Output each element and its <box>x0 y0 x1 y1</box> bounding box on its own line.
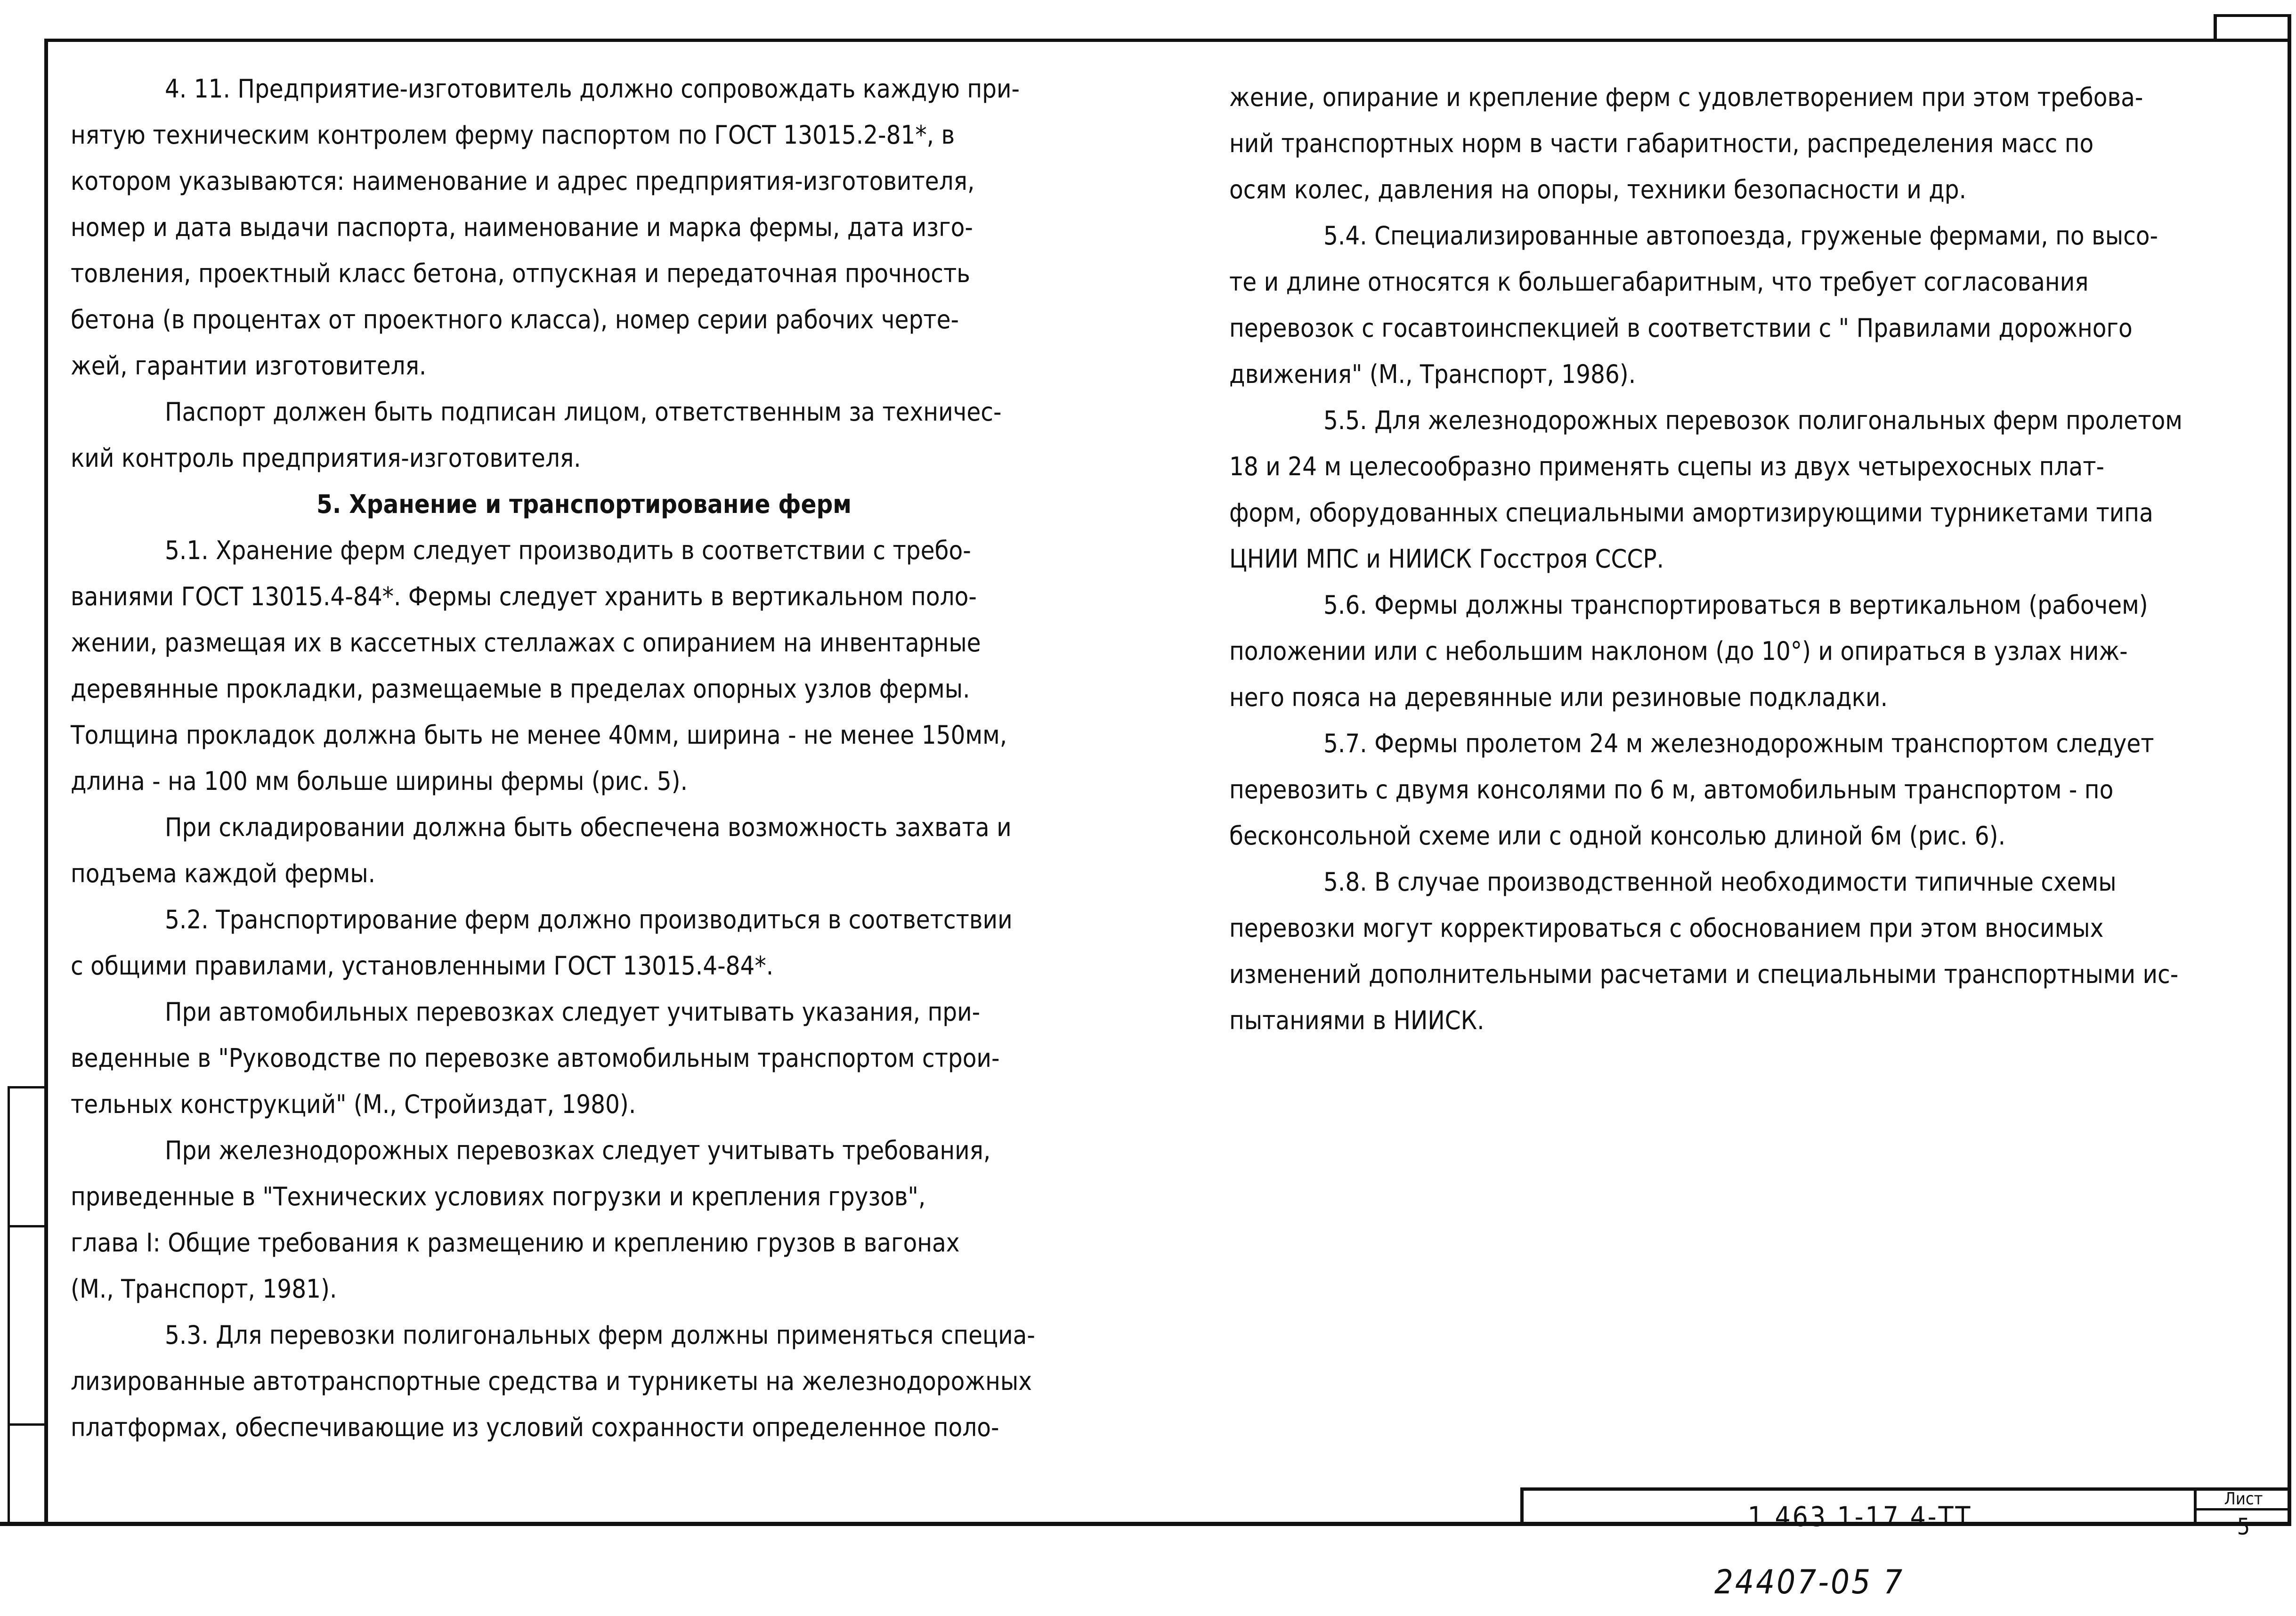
text-line: с общими правилами, установленными ГОСТ 13015.4-84*. <box>71 951 774 981</box>
text-line: жение, опирание и крепление ферм с удовлетворением при этом требова- <box>1229 82 2143 112</box>
text-line: бетона (в процентах от проектного класса), номер серии рабочих черте- <box>71 305 959 334</box>
frame-corner-mark <box>2214 14 2291 17</box>
text-line: нятую техническим контролем ферму паспортом по ГОСТ 13015.2-81*, в <box>71 120 955 150</box>
text-line: 5.1. Хранение ферм следует производить в соответствии с требо- <box>165 536 971 565</box>
binding-margin-box <box>8 1225 44 1426</box>
frame-left-border <box>44 39 48 1525</box>
text-line: лизированные автотранспортные средства и турникеты на железнодорожных <box>71 1366 1032 1396</box>
sheet-label: Лист <box>2224 1489 2263 1509</box>
text-line: пытаниями в НИИСК. <box>1229 1006 1485 1035</box>
text-line: При складировании должна быть обеспечена возможность захвата и <box>165 812 1012 842</box>
text-line: жении, размещая их в кассетных стеллажах с опиранием на инвентарные <box>71 628 981 658</box>
text-line: длина - на 100 мм больше ширины фермы (рис. 5). <box>71 766 688 796</box>
text-line: платформах, обеспечивающие из условий сохранности определенное поло- <box>71 1413 999 1442</box>
text-line: те и длине относятся к большегабаритным, что требует согласования <box>1229 267 2089 297</box>
document-code: 1.463.1-17.4-ТТ <box>1747 1501 1972 1533</box>
text-line: глава I: Общие требования к размещению и креплению грузов в вагонах <box>71 1228 960 1258</box>
text-line: осям колес, давления на опоры, техники безопасности и др. <box>1229 175 1967 204</box>
text-line: веденные в "Руководстве по перевозке автомобильным транспортом строи- <box>71 1043 1000 1073</box>
text-line: Толщина прокладок должна быть не менее 40мм, ширина - не менее 150мм, <box>71 720 1007 750</box>
text-line: ваниями ГОСТ 13015.4-84*. Фермы следует хранить в вертикальном поло- <box>71 582 977 611</box>
text-line: подъема каждой фермы. <box>71 859 376 888</box>
text-line: него пояса на деревянные или резиновые подкладки. <box>1229 682 1888 712</box>
text-line: При железнодорожных перевозках следует учитывать требования, <box>165 1136 991 1165</box>
text-line: котором указываются: наименование и адрес предприятия-изготовителя, <box>71 166 975 196</box>
frame-right-border <box>2288 17 2291 1525</box>
text-line: Паспорт должен быть подписан лицом, ответственным за техничес- <box>165 397 1002 427</box>
sheet-number: 5 <box>2237 1514 2250 1540</box>
text-line: 5.6. Фермы должны транспортироваться в вертикальном (рабочем) <box>1323 590 2148 620</box>
section-heading: 5. Хранение и транспортирование ферм <box>316 489 852 519</box>
text-line: 5.2. Транспортирование ферм должно производиться в соответствии <box>165 905 1013 934</box>
text-line: перевозки могут корректироваться с обоснованием при этом вносимых <box>1229 913 2104 943</box>
text-line: 18 и 24 м целесообразно применять сцепы из двух четырехосных плат- <box>1229 452 2105 481</box>
text-line: тельных конструкций" (М., Стройиздат, 1980). <box>71 1089 636 1119</box>
text-line: жей, гарантии изготовителя. <box>71 351 427 381</box>
text-line: 4. 11. Предприятие-изготовитель должно сопровождать каждую при- <box>165 74 1020 104</box>
text-line: (М., Транспорт, 1981). <box>71 1274 337 1304</box>
frame-top-border <box>44 39 2291 42</box>
text-line: перевозить с двумя консолями по 6 м, автомобильным транспортом - по <box>1229 775 2114 804</box>
text-line: положении или с небольшим наклоном (до 10°) и опираться в узлах ниж- <box>1229 636 2128 666</box>
archive-number: 24407-05 7 <box>1714 1563 1905 1601</box>
text-line: изменений дополнительными расчетами и специальными транспортными ис- <box>1229 959 2179 989</box>
frame-corner-mark <box>2214 14 2217 41</box>
text-line: движения" (М., Транспорт, 1986). <box>1229 359 1636 389</box>
title-block-separator <box>2194 1487 2197 1526</box>
text-line: перевозок с госавтоинспекцией в соответствии с " Правилами дорожного <box>1229 313 2133 343</box>
right-text-column <box>1229 74 2223 1044</box>
text-line: 5.8. В случае производственной необходимости типичные схемы <box>1323 867 2117 897</box>
text-line: номер и дата выдачи паспорта, наименование и марка фермы, дата изго- <box>71 212 973 242</box>
text-line: ЦНИИ МПС и НИИСК Госстроя СССР. <box>1229 544 1664 574</box>
text-line: бесконсольной схеме или с одной консолью длиной 6м (рис. 6). <box>1229 821 2006 851</box>
left-text-column <box>71 66 1097 1451</box>
text-line: При автомобильных перевозках следует учитывать указания, при- <box>165 997 981 1027</box>
text-line: деревянные прокладки, размещаемые в пределах опорных узлов фермы. <box>71 674 970 704</box>
text-line: форм, оборудованных специальными амортизирующими турникетами типа <box>1229 498 2153 528</box>
text-line: 5.5. Для железнодорожных перевозок полигональных ферм пролетом <box>1323 406 2182 435</box>
binding-margin-box <box>8 1086 44 1227</box>
text-line: приведенные в "Технических условиях погрузки и крепления грузов", <box>71 1182 926 1211</box>
text-line: кий контроль предприятия-изготовителя. <box>71 443 581 473</box>
text-line: ний транспортных норм в части габаритности, распределения масс по <box>1229 129 2094 158</box>
text-line: товления, проектный класс бетона, отпускная и передаточная прочность <box>71 259 970 288</box>
text-line: 5.7. Фермы пролетом 24 м железнодорожным транспортом следует <box>1323 729 2154 758</box>
binding-margin-box <box>8 1423 44 1525</box>
text-line: 5.3. Для перевозки полигональных ферм должны применяться специа- <box>165 1320 1035 1350</box>
text-line: 5.4. Специализированные автопоезда, груженые фермами, по высо- <box>1323 221 2158 251</box>
